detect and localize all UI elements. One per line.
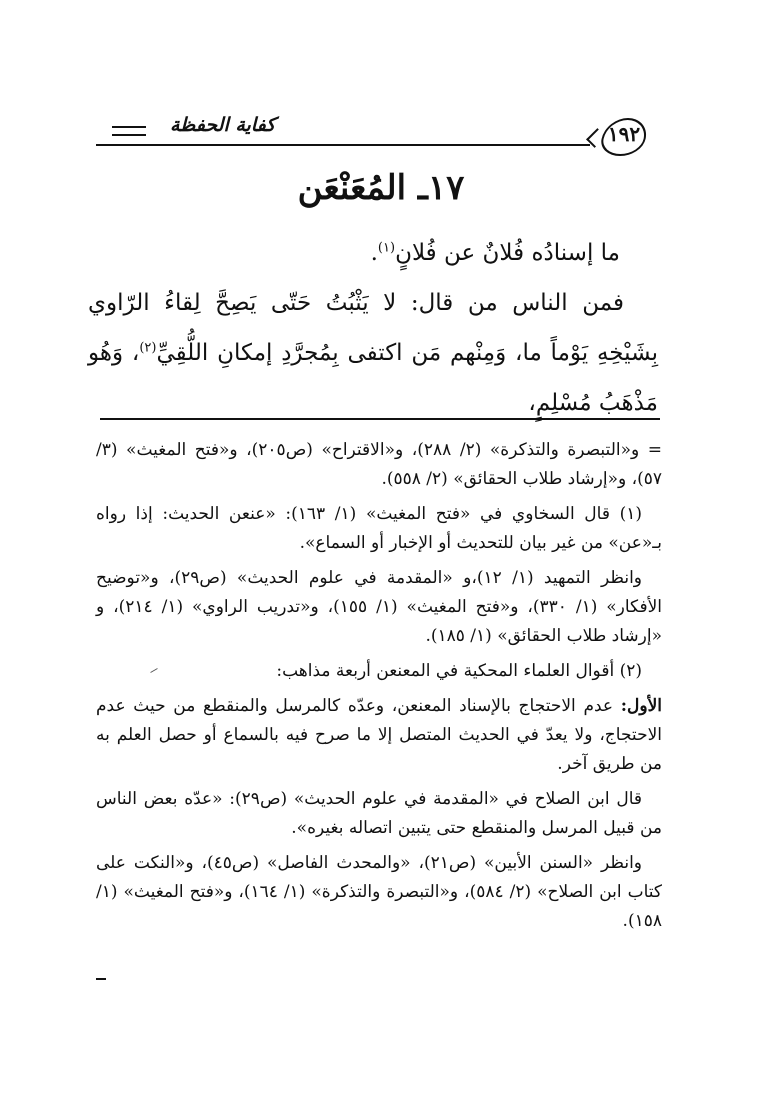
- footnote-continuation: = و«التبصرة والتذكرة» (٢/ ٢٨٨)، و«الاقتراح» (ص٢٠٥)، و«فتح المغيث» (٣/ ٥٧)، و«إرشاد طلاب الحقائق» (٢/ ٥٥٨).: [96, 440, 663, 489]
- definition-line: [88, 228, 658, 278]
- book-title: كفاية الحفظة: [164, 114, 281, 136]
- bottom-dash: [96, 978, 106, 980]
- footnote-2-quote: قال ابن الصلاح في «المقدمة في علوم الحديث» (ص٢٩): «عدّه بعض الناس من قبيل المرسل والمنقطع حتى يتبين اتصاله بغيره».: [96, 789, 662, 838]
- definition-text: ما إسنادُه فُلانٌ عن فُلانٍ: [395, 240, 620, 266]
- main-paragraph: [88, 278, 658, 428]
- footnote-2-intro: (٢) أقوال العلماء المحكية في المعنعن أربعة مذاهب:: [276, 661, 642, 681]
- chapter-title: ١٧ـ المُعَنْعَن: [297, 168, 465, 208]
- paragraph-text: فمن الناس من قال: لا يَثْبُتُ حَتّى يَصِحَّ لِقاءُ الرّاوي بِشَيْخِهِ يَوْماً ما، وَمِنْهم مَن اكتفى بِمُجرَّدِ إمكانِ اللُّقِيِّ: [88, 290, 658, 366]
- running-header: [96, 108, 656, 152]
- footnotes: [96, 436, 662, 942]
- page-number-badge: [590, 116, 656, 156]
- header-double-dash: [112, 126, 146, 136]
- main-text: [88, 228, 658, 428]
- header-rule: [96, 144, 656, 146]
- page-number: ١٩٢: [607, 122, 641, 146]
- footnote-separator: [100, 418, 660, 420]
- footnote-2-first-lead: الأول:: [620, 696, 662, 716]
- footnote-2-first-opinion: [96, 692, 662, 779]
- footnote-1-references: وانظر التمهيد (١/ ١٢)،و «المقدمة في علوم الحديث» (ص٢٩)، و«توضيح الأفكار» (١/ ٣٣٠)، و«فتح المغيث» (١/ ١٥٥)، و«تدريب الراوي» (١/ ٢١٤)، و «إرشاد طلاب الحقائق» (١/ ١٨٥).: [96, 568, 662, 646]
- definition-end: .: [370, 240, 378, 266]
- footnote-2-first-rest: عدم الاحتجاج بالإسناد المعنعن، وعدّه كالمرسل والمنقطع من حيث عدم الاحتجاج، ولا يعدّ في الحديث المتصل إلا ما صرح فيه بالسماع أو حصل العلم به من طريق آخر.: [96, 696, 662, 774]
- footnote-2-references: وانظر «السنن الأبين» (ص٢١)، «والمحدث الفاصل» (ص٤٥)، و«النكت على كتاب ابن الصلاح» (٢/ ٥٨٤)، و«التبصرة والتذكرة» (١/ ١٦٤)، و«فتح المغيث» (١/ ١٥٨).: [96, 853, 662, 931]
- footnote-1-quote: (١) قال السخاوي في «فتح المغيث» (١/ ١٦٣): «عنعن الحديث: إذا رواه بـ«عن» من غير بيان للتحديث أو الإخبار أو السماع».: [96, 504, 662, 553]
- footnote-ref-1: (١): [377, 240, 396, 256]
- paragraph-end: ، وَهُو مَذْهَبُ مُسْلِمٍ،: [88, 340, 658, 416]
- footnote-ref-2: (٢): [139, 340, 157, 356]
